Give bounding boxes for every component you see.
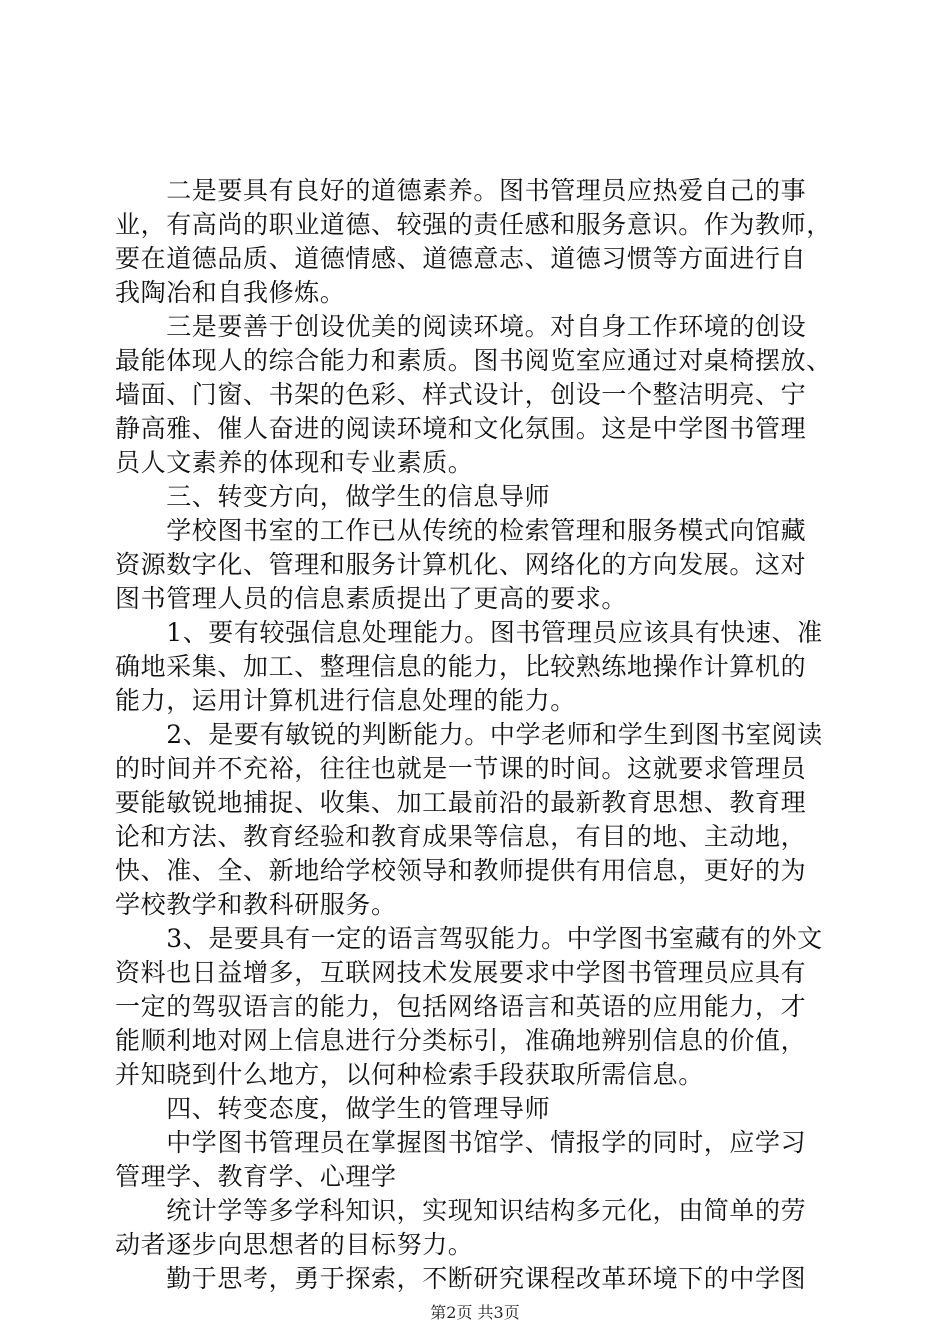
text-line: 墙面、门窗、书架的色彩、样式设计，创设一个整洁明亮、宁	[115, 380, 807, 409]
text-line: 1、要有较强信息处理能力。图书管理员应该具有快速、准	[115, 618, 823, 647]
text-line: 业，有高尚的职业道德、较强的责任感和服务意识。作为教师，	[115, 210, 832, 239]
text-line: 确地采集、加工、整理信息的能力，比较熟练地操作计算机的	[115, 652, 807, 681]
text-line: 论和方法、教育经验和教育成果等信息，有目的地、主动地，	[115, 822, 807, 851]
section-heading: 三、转变方向，做学生的信息导师	[115, 482, 551, 511]
text-line: 资源数字化、管理和服务计算机化、网络化的方向发展。这对	[115, 550, 807, 579]
text-line: 资料也日益增多，互联网技术发展要求中学图书管理员应具有	[115, 958, 807, 987]
text-line: 能顺利地对网上信息进行分类标引，准确地辨别信息的价值，	[115, 1026, 807, 1055]
text-line: 学校图书室的工作已从传统的检索管理和服务模式向馆藏	[115, 516, 807, 545]
text-line: 动者逐步向思想者的目标努力。	[115, 1230, 474, 1259]
text-line: 的时间并不充裕，往往也就是一节课的时间。这就要求管理员	[115, 754, 807, 783]
text-line: 3、是要具有一定的语言驾驭能力。中学图书室藏有的外文	[115, 924, 823, 953]
text-line: 管理学、教育学、心理学	[115, 1162, 397, 1191]
text-line: 静高雅、催人奋进的阅读环境和文化氛围。这是中学图书管理	[115, 414, 807, 443]
text-line: 我陶冶和自我修炼。	[115, 278, 346, 307]
text-line: 要在道德品质、道德情感、道德意志、道德习惯等方面进行自	[115, 244, 807, 273]
text-line: 勤于思考，勇于探索，不断研究课程改革环境下的中学图	[115, 1264, 807, 1293]
text-line: 快、准、全、新地给学校领导和教师提供有用信息，更好的为	[115, 856, 807, 885]
text-line: 要能敏锐地捕捉、收集、加工最前沿的最新教育思想、教育理	[115, 788, 807, 817]
section-heading: 四、转变态度，做学生的管理导师	[115, 1094, 551, 1123]
text-line: 员人文素养的体现和专业素质。	[115, 448, 474, 477]
text-line: 图书管理人员的信息素质提出了更高的要求。	[115, 584, 628, 613]
page-footer: 第2页 共3页	[430, 1303, 520, 1322]
text-line: 并知晓到什么地方，以何种检索手段获取所需信息。	[115, 1060, 704, 1089]
text-line: 能力，运用计算机进行信息处理的能力。	[115, 686, 576, 715]
text-line: 二是要具有良好的道德素养。图书管理员应热爱自己的事	[115, 176, 807, 205]
text-line: 学校教学和教科研服务。	[115, 890, 397, 919]
text-line: 统计学等多学科知识，实现知识结构多元化，由简单的劳	[115, 1196, 807, 1225]
text-line: 一定的驾驭语言的能力，包括网络语言和英语的应用能力，才	[115, 992, 807, 1021]
text-line: 最能体现人的综合能力和素质。图书阅览室应通过对桌椅摆放、	[115, 346, 832, 375]
text-line: 三是要善于创设优美的阅读环境。对自身工作环境的创设	[115, 312, 807, 341]
text-line: 中学图书管理员在掌握图书馆学、情报学的同时，应学习	[115, 1128, 807, 1157]
text-line: 2、是要有敏锐的判断能力。中学老师和学生到图书室阅读	[115, 720, 823, 749]
